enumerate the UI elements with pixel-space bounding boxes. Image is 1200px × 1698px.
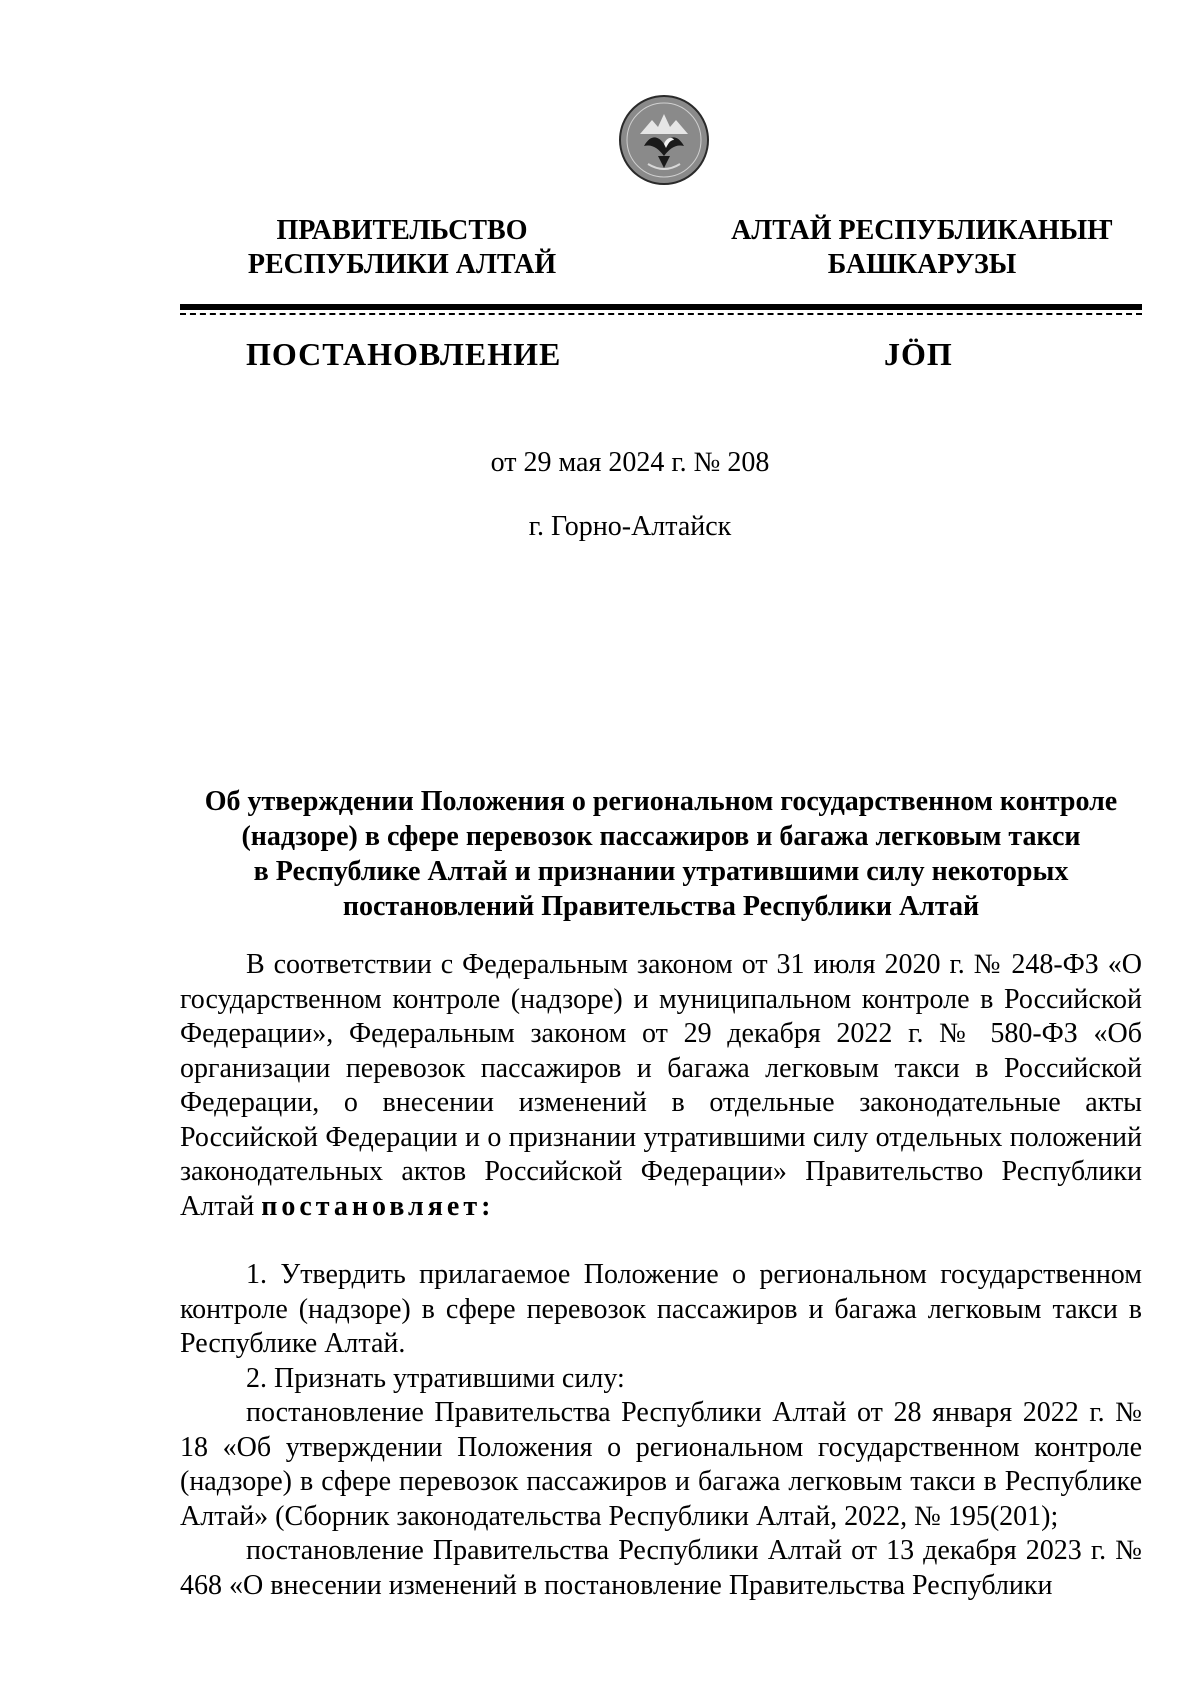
document-body xyxy=(180,948,1142,1603)
org-alt-line1: АЛТАЙ РЕСПУБЛИКАНЫҤ xyxy=(731,215,1113,246)
org-ru-line1: ПРАВИТЕЛЬСТВО xyxy=(276,215,528,246)
title-line-3: в Республике Алтай и признании утратившими силу некоторых xyxy=(253,856,1069,887)
title-line-2: (надзоре) в сфере перевозок пассажиров и багажа легковым такси xyxy=(241,821,1081,852)
preamble-text: В соответствии с Федеральным законом от 31 июля 2020 г. № 248-ФЗ «О государственном контроле (надзоре) и муниципальном контроле в Российской Федерации», Федеральным законом от 29 декабря 2022 г. № 580-ФЗ «Об организации перевозок пассажиров и багажа легковым такси в Российской Федерации, о внесении изменений в отдельные законодательные акты Российской Федерации и о признании утратившими силу отдельных положений законодательных актов Российской Федерации» Правительство Республики Алтай xyxy=(180,949,1142,1222)
decree-word: постановляет: xyxy=(261,1190,495,1222)
document-title xyxy=(180,784,1142,924)
org-ru-line2: РЕСПУБЛИКИ АЛТАЙ xyxy=(247,249,557,280)
header-rule-thick xyxy=(180,304,1142,310)
item-1-paragraph: 1. Утвердить прилагаемое Положение о региональном государственном контроле (надзоре) в сфере перевозок пассажиров и багажа легковым такси в Республике Алтай. xyxy=(180,1259,1142,1359)
header-rule-dashed xyxy=(180,313,1142,315)
coat-of-arms-icon xyxy=(618,94,710,186)
city: г. Горно-Алтайск xyxy=(528,511,732,542)
doc-type-altai: JÖП xyxy=(884,336,953,372)
preamble-paragraph xyxy=(180,948,1142,1224)
date-and-number: от 29 мая 2024 г. № 208 xyxy=(490,447,770,478)
title-line-4: постановлений Правительства Республики Алтай xyxy=(342,891,980,922)
title-line-1: Об утверждении Положения о региональном государственном контроле xyxy=(204,786,1118,817)
organization-name-russian xyxy=(192,214,612,282)
doc-type-russian: ПОСТАНОВЛЕНИЕ xyxy=(246,336,562,372)
item-2a-paragraph: постановление Правительства Республики Алтай от 28 января 2022 г. № 18 «Об утверждении Положения о региональном государственном контроле (надзоре) в сфере перевозок пассажиров и багажа легковым такси в Республике Алтай» (Сборник законодательства Республики Алтай, 2022, № 195(201); xyxy=(180,1397,1142,1532)
org-alt-line2: БАШКАРУЗЫ xyxy=(827,249,1017,280)
item-2b-paragraph: постановление Правительства Республики Алтай от 13 декабря 2023 г. № 468 «О внесении изменений в постановление Правительства Республики xyxy=(180,1535,1142,1601)
organization-name-altai xyxy=(712,214,1132,282)
item-2-paragraph: 2. Признать утратившими силу: xyxy=(246,1362,625,1394)
